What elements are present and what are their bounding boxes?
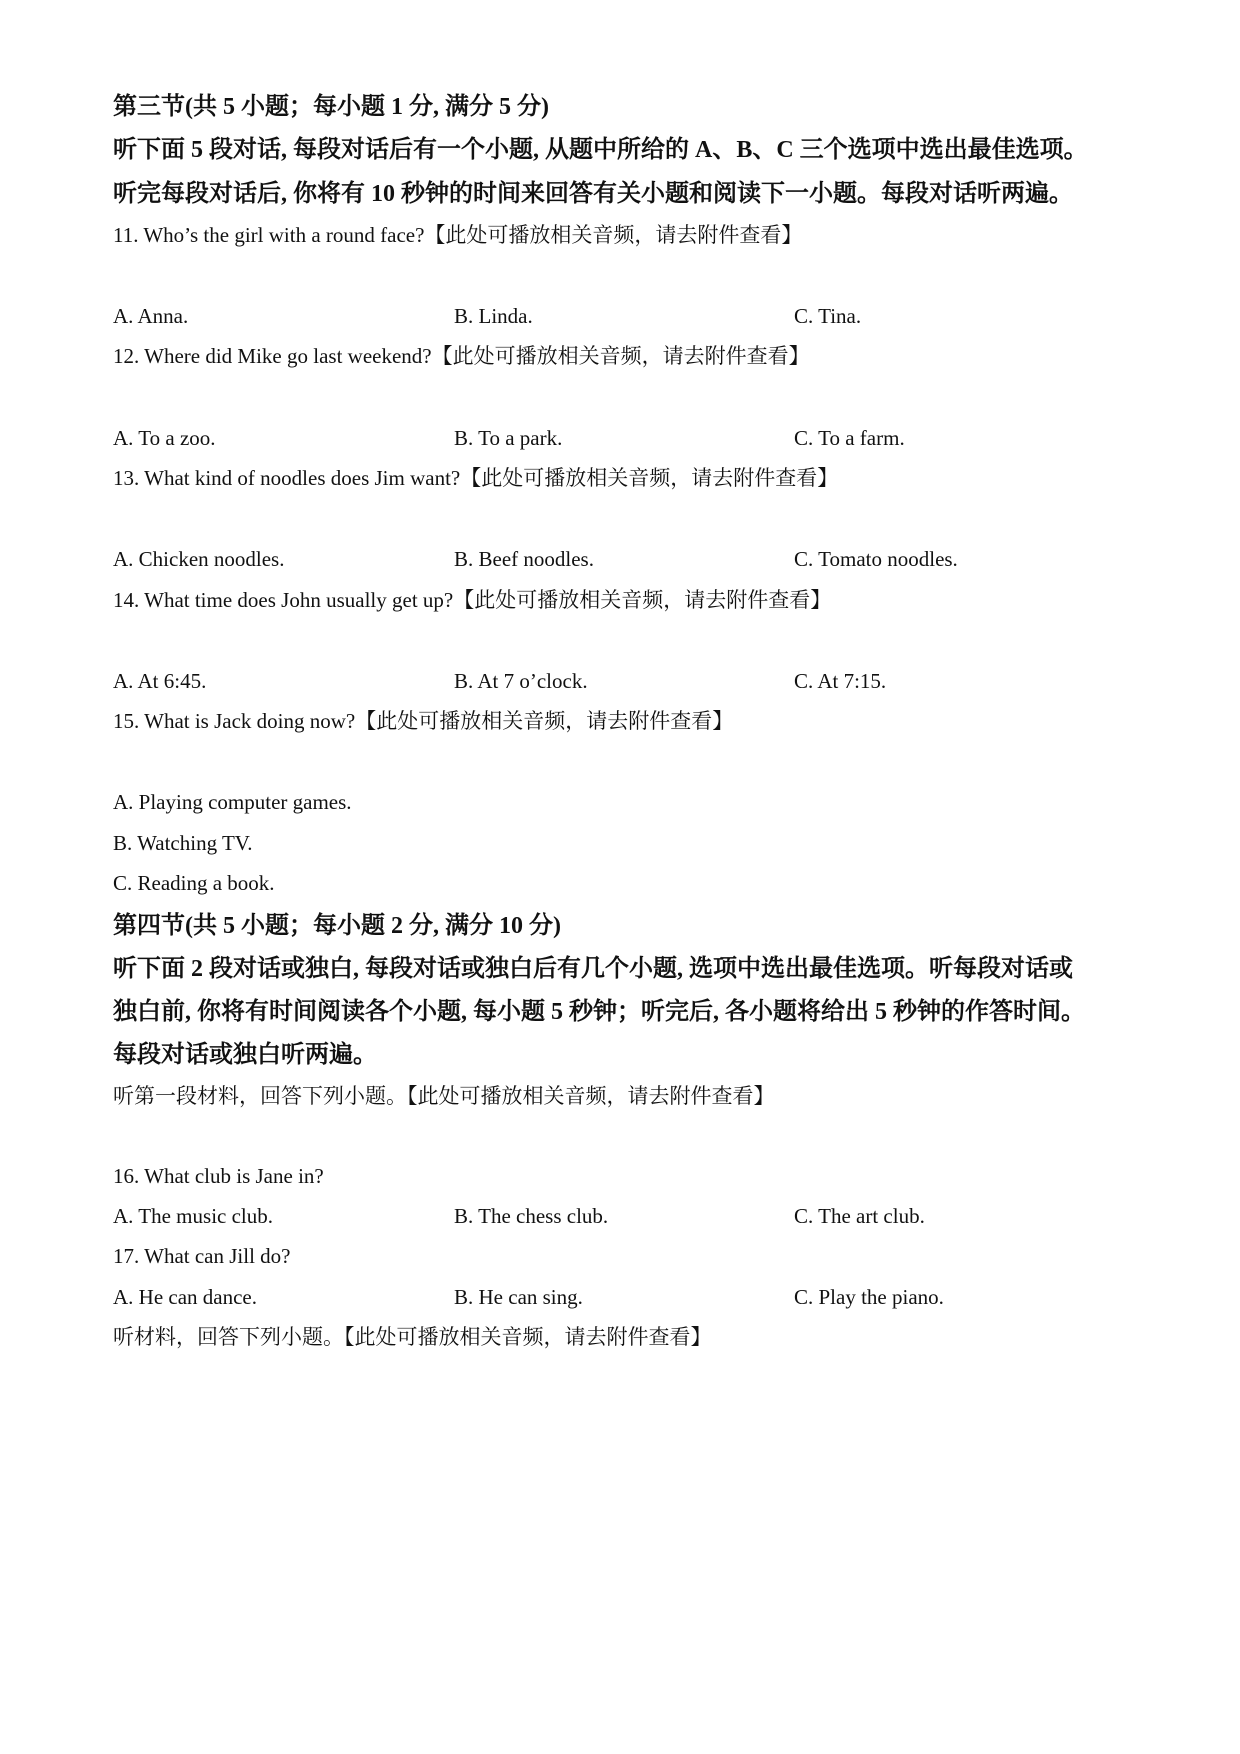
- question-14: [113, 590, 831, 611]
- option-a: A. At 6:45.: [113, 669, 207, 693]
- option-a: A. Chicken noodles.: [113, 547, 285, 571]
- option-c: C. To a farm.: [794, 426, 905, 450]
- audio-link[interactable]: 【此处可播放相关音频，请去附件查看】: [431, 344, 810, 368]
- question-15: [113, 711, 733, 732]
- option-c: C. Play the piano.: [794, 1285, 944, 1309]
- question-17: 17. What can Jill do?: [113, 1244, 291, 1268]
- option-b: B. The chess club.: [454, 1204, 609, 1228]
- option-b: B. To a park.: [454, 426, 563, 450]
- section-4-instruction-line-1: 听下面 2 段对话或独白, 每段对话或独白后有几个小题, 选项中选出最佳选项。听每段对话或: [113, 956, 1073, 982]
- section-4-title: 第四节(共 5 小题；每小题 2 分, 满分 10 分): [113, 913, 561, 939]
- option-b: B. Beef noodles.: [454, 547, 594, 571]
- audio-link[interactable]: 【此处可播放相关音频，请去附件查看】: [407, 1084, 775, 1108]
- question-stem: 12. Where did Mike go last weekend?: [113, 344, 432, 368]
- question-stem: 15. What is Jack doing now?: [113, 709, 356, 733]
- question-stem: 14. What time does John usually get up?: [113, 588, 454, 612]
- audio-link[interactable]: 【此处可播放相关音频，请去附件查看】: [453, 588, 832, 612]
- option-c: C. At 7:15.: [794, 669, 887, 693]
- audio-link[interactable]: 【此处可播放相关音频，请去附件查看】: [355, 709, 734, 733]
- option-a: A. Playing computer games.: [113, 790, 352, 814]
- option-c: C. Tina.: [794, 304, 862, 328]
- question-12: [113, 346, 810, 367]
- option-a: A. He can dance.: [113, 1285, 258, 1309]
- question-stem: 13. What kind of noodles does Jim want?: [113, 466, 461, 490]
- option-b: B. He can sing.: [454, 1285, 583, 1309]
- section-4-instruction-line-3: 每段对话或独白听两遍。: [113, 1042, 377, 1068]
- audio-link[interactable]: 【此处可播放相关音频，请去附件查看】: [460, 466, 839, 490]
- question-11: [113, 225, 802, 246]
- option-b: B. Watching TV.: [113, 831, 253, 855]
- section-4-instruction-line-2: 独白前, 你将有时间阅读各个小题, 每小题 5 秒钟；听完后, 各小题将给出 5 秒钟的作答时间。: [113, 999, 1085, 1025]
- question-stem: 11. Who’s the girl with a round face?: [113, 223, 425, 247]
- material-prompt-text: 听第一段材料，回答下列小题。: [113, 1084, 407, 1108]
- material-1-prompt: [113, 1086, 775, 1107]
- option-b: B. Linda.: [454, 304, 533, 328]
- section-3-title: 第三节(共 5 小题；每小题 1 分, 满分 5 分): [113, 94, 549, 120]
- question-16: 16. What club is Jane in?: [113, 1164, 324, 1188]
- section-3-instruction-line-2: 听完每段对话后, 你将有 10 秒钟的时间来回答有关小题和阅读下一小题。每段对话听两遍。: [113, 181, 1073, 207]
- option-a: A. To a zoo.: [113, 426, 216, 450]
- option-a: A. The music club.: [113, 1204, 274, 1228]
- question-13: [113, 468, 838, 489]
- audio-link[interactable]: 【此处可播放相关音频，请去附件查看】: [424, 223, 803, 247]
- material-2-prompt: [113, 1327, 712, 1348]
- section-3-instruction-line-1: 听下面 5 段对话, 每段对话后有一个小题, 从题中所给的 A、B、C 三个选项中选出最佳选项。: [113, 137, 1088, 163]
- option-c: C. The art club.: [794, 1204, 925, 1228]
- option-a: A. Anna.: [113, 304, 189, 328]
- audio-link[interactable]: 【此处可播放相关音频，请去附件查看】: [344, 1325, 712, 1349]
- option-c: C. Tomato noodles.: [794, 547, 958, 571]
- material-prompt-text: 听材料，回答下列小题。: [113, 1325, 344, 1349]
- option-c: C. Reading a book.: [113, 871, 275, 895]
- option-b: B. At 7 o’clock.: [454, 669, 588, 693]
